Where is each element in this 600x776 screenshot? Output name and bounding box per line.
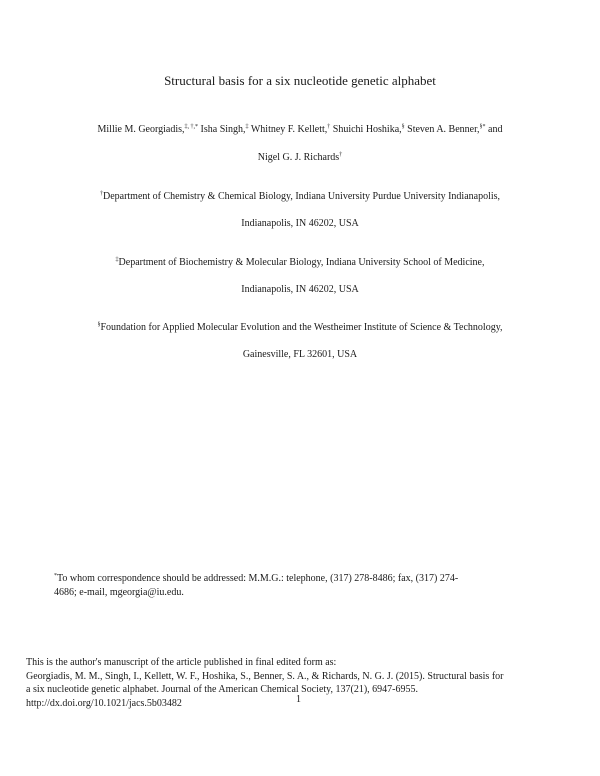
authors-line-1 [0, 123, 600, 137]
author-richards: Nigel G. J. Richards† [257, 152, 343, 163]
correspondence-line-2: 4686; e-mail, mgeorgia@iu.edu. [54, 587, 184, 598]
affiliation-1-line-2: Indianapolis, IN 46202, USA [241, 218, 359, 229]
doi-link[interactable]: http://dx.doi.org/10.1021/jacs.5b03482 [26, 697, 182, 709]
page-number: 1 [296, 694, 301, 705]
affiliation-2-line-2: Indianapolis, IN 46202, USA [241, 284, 359, 295]
manuscript-line-1: This is the author's manuscript of the article published in final edited form as: [26, 657, 337, 668]
manuscript-line-3: a six nucleotide genetic alphabet. Journal of the American Chemical Society, 137(21), 6947-6955. [26, 684, 419, 695]
author-benner: Steven A. Benner,§* [404, 124, 486, 135]
correspondence-line-1: *To whom correspondence should be addressed: M.M.G.: telephone, (317) 278-8486; fax, (317) 274- [54, 573, 459, 584]
affiliation-3-line-2: Gainesville, FL 32601, USA [242, 349, 358, 360]
manuscript-line-2: Georgiadis, M. M., Singh, I., Kellett, W. F., Hoshika, S., Benner, S. A., & Richards, N. G. J. (2015). Structural basis for [26, 670, 504, 682]
affiliation-3-line-1: §Foundation for Applied Molecular Evolution and the Westheimer Institute of Science & Technology, [97, 322, 503, 333]
affiliation-1-line-1: †Department of Chemistry & Chemical Biology, Indiana University Purdue University Indianapolis, [99, 191, 501, 202]
manuscript-note [26, 656, 586, 710]
author-hoshika: Shuichi Hoshika,§ [330, 124, 405, 135]
correspondence-note [54, 572, 554, 600]
authors-line-2 [0, 151, 600, 165]
author-georgiadis: Millie M. Georgiadis,‡, †,* [97, 124, 199, 135]
page-title: Structural basis for a six nucleotide genetic alphabet [164, 73, 436, 88]
author-singh: Isha Singh,‡ [198, 124, 249, 135]
author-conjunction: and [485, 124, 503, 135]
author-kellett: Whitney F. Kellett,† [248, 124, 331, 135]
affiliation-2-line-1: ‡Department of Biochemistry & Molecular Biology, Indiana University School of Medicine, [115, 257, 485, 268]
